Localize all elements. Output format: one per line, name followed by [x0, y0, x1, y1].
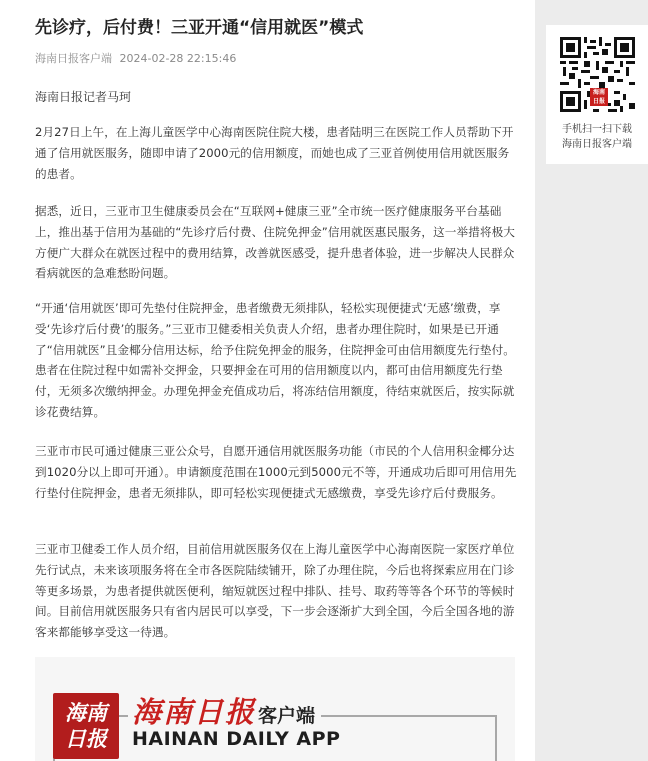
article-paragraph-4: 三亚市市民可通过健康三亚公众号，自愿开通信用就医服务功能（市民的个人信用积金椰分达到1020分以上即可开通）。申请额度范围在1000元到5000元不等，开通成功后即可用信用先行垫付住院押金，患者无须排队，即可轻松实现便捷式无感缴费，享受先诊疗后付费服务。 [35, 444, 517, 500]
qr-caption-line2: 海南日报客户端 [562, 139, 632, 150]
article-paragraph-1: 2月27日上午，在上海儿童医学中心海南医院住院大楼，患者陆明三在医院工作人员帮助下开通了信用就医服务，随即申请了2000元的信用额度，而她也成了三亚首例使用信用就医服务的患者。 [35, 125, 514, 181]
article-title: 先诊疗，后付费！三亚开通“信用就医”模式 [35, 18, 364, 38]
qr-download-card [546, 25, 648, 164]
article-meta [35, 50, 236, 68]
brand-name-cn: 海南日报 [132, 695, 257, 729]
qr-center-logo: 海南 日报 [590, 88, 608, 106]
article-byline: 海南日报记者马珂 [35, 90, 132, 104]
brand-suffix: 客户端 [258, 705, 316, 727]
article-datetime: 2024-02-28 22:15:46 [119, 52, 237, 65]
article-paragraph-2: 据悉，近日，三亚市卫生健康委员会在“互联网+健康三亚”全市统一医疗健康服务平台基础上，推出基于信用为基础的“先诊疗后付费、住院免押金”信用就医惠民服务，这一举措将极大方便广大群众在就医过程中的费用结算，改善就医感受，提升患者体验，进一步解决人民群众看病就医的急难愁盼问题。 [35, 204, 515, 281]
hainan-daily-seal-logo: 海南 日报 [53, 693, 119, 759]
article-source[interactable]: 海南日报客户端 [35, 52, 112, 65]
qr-caption-line1: 手机扫一扫下载 [562, 124, 632, 135]
qr-caption [546, 122, 648, 152]
article-paragraph-3: “开通‘信用就医’即可先垫付住院押金，患者缴费无须排队，轻松实现便捷式‘无感’缴费，享受‘先诊疗后付费’的服务。”三亚市卫健委相关负责人介绍，患者办理住院时，如果是已开通了“信用就医”且金椰分信用达标，给予住院免押金的服务，住院押金可由信用额度先行垫付。患者在住院过程中如需补交押金，只要押金在可用的信用额度以内，都可由信用额度先行垫付，无须多次缴纳押金。办理免押金充值成功后，将冻结信用额度，待结束就医后，按实际就诊花费结算。 [35, 301, 515, 419]
brand-english: HAINAN DAILY APP [132, 728, 341, 750]
article-paragraph-5: 三亚市卫健委工作人员介绍，目前信用就医服务仅在上海儿童医学中心海南医院一家医疗单位先行试点，未来该项服务将在全市各医院陆续铺开，除了办理住院，今后也将探索应用在门诊等更多场景，为患者提供就医便利，缩短就医过程中排队、挂号、取药等等各个环节的等候时间。目前信用就医服务只有省内居民可以享受，下一步会逐渐扩大到全国，今后全国各地的游客来都能够享受这一待遇。 [35, 542, 515, 640]
brand-chinese [128, 690, 321, 731]
